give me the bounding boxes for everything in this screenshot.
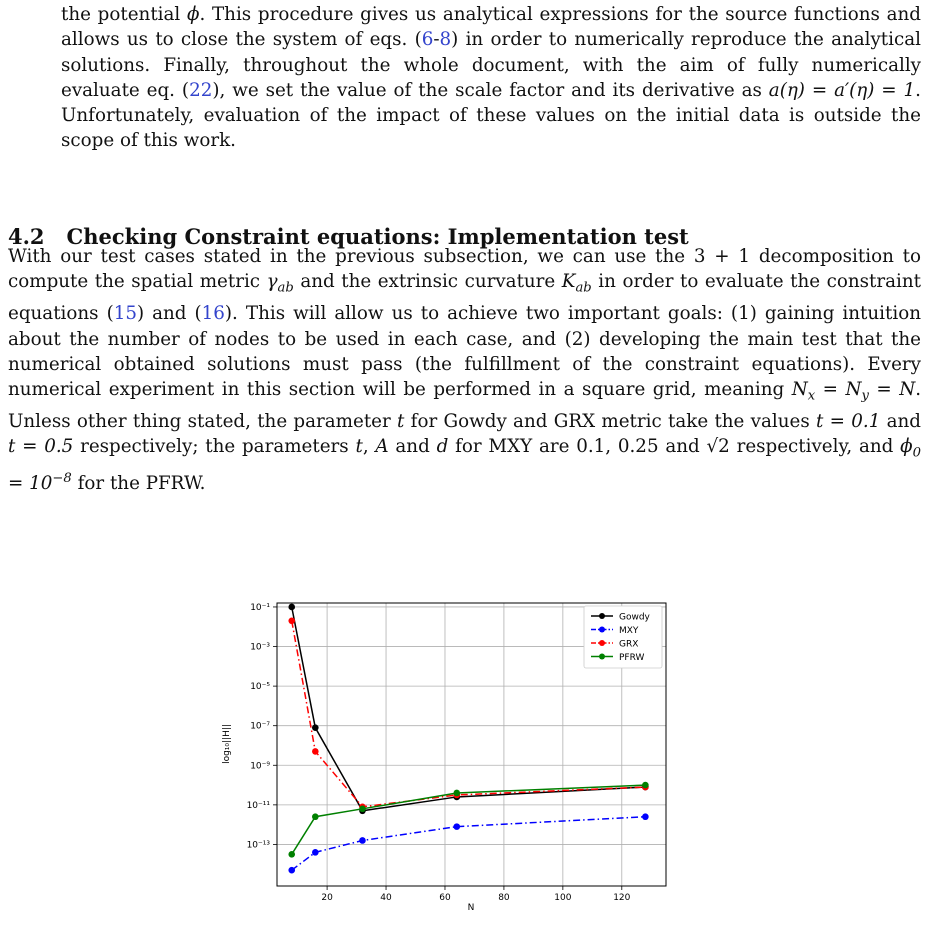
text-run: ) in order to numerically reproduce the analytical solutions. Finally, throughout the whole document, with the aim of fully numerically evaluate eq. (: [61, 29, 921, 101]
equation-ref-link[interactable]: 16: [201, 303, 225, 325]
x-axis-label: N: [467, 903, 475, 913]
section-title: Checking Constraint equations: Implementation test: [66, 224, 689, 249]
data-point-pfrw: [453, 790, 460, 797]
math-inline: A: [375, 436, 389, 458]
chart-legend: [584, 606, 662, 668]
math-inline: ϕ: [186, 4, 200, 25]
data-point-mxy: [642, 813, 649, 820]
legend-marker: [599, 613, 605, 619]
legend-marker: [599, 640, 605, 646]
y-tick-label: 10⁻⁵: [250, 682, 270, 693]
math-inline: $K_{ab}$: [561, 271, 592, 296]
y-tick-label: 10⁻¹: [250, 602, 270, 613]
y-tick-label: 10⁻⁷: [250, 721, 270, 732]
math-inline: a(η) = a′(η) = 1: [768, 79, 916, 101]
math-inline: t = 0.5: [8, 436, 74, 458]
text-run: and the extrinsic curvature: [293, 271, 562, 293]
text-run: . Unfortunately, evaluation of the impact of these values on the initial data is outside the scope of this work.: [61, 79, 921, 152]
x-tick-label: 100: [554, 893, 572, 903]
y-tick-label: 10⁻¹³: [246, 840, 270, 851]
data-point-mxy: [359, 837, 366, 844]
text-run: for MXY are 0.1, 0.25 and √2 respectively, and: [448, 436, 901, 458]
math-inline: t = 0.1: [816, 411, 881, 433]
legend-label: MXY: [619, 626, 639, 636]
data-point-mxy: [312, 849, 319, 856]
data-point-grx: [312, 748, 319, 755]
text-run: in order to evaluate the constraint equations (: [8, 271, 921, 325]
legend-label: GRX: [619, 639, 639, 650]
data-point-gowdy: [288, 604, 295, 611]
text-run: ), we set the value of the scale factor and its derivative as: [212, 79, 769, 101]
text-run: ) and (: [136, 303, 202, 325]
equation-ref-link[interactable]: 22: [189, 79, 213, 101]
text-run: ,: [362, 436, 376, 458]
x-tick-label: 40: [380, 893, 392, 903]
x-tick-label: 20: [321, 893, 333, 903]
top-paragraph: [61, 2, 921, 154]
legend-marker: [599, 627, 605, 633]
x-tick-label: 80: [498, 893, 510, 903]
data-point-mxy: [453, 823, 460, 830]
equation-ref-link[interactable]: 15: [113, 303, 137, 325]
y-axis-label: log₁₀||H||: [222, 724, 232, 764]
data-point-pfrw: [359, 806, 366, 813]
legend-marker: [599, 654, 605, 660]
text-run: and: [880, 411, 922, 433]
equation-ref-link[interactable]: 6: [421, 29, 434, 51]
text-run: ). This will allow us to achieve two important goals: (1) gaining intuition about the number of nodes to be used in each case, and (2) developing the main test that the numerical obtained solutions must pass (the fulfillment of the constraint equations). Every numerical experiment in this section will be performed in a square grid, meaning: [8, 303, 921, 401]
equation-ref-link[interactable]: 8: [439, 29, 452, 51]
text-run: for the PFRW.: [71, 473, 206, 495]
y-tick-label: 10⁻¹¹: [246, 800, 270, 811]
data-point-mxy: [288, 867, 295, 874]
text-run: With our test cases stated in the previous subsection, we can use the 3 + 1 decomposition to compute the spatial metric: [8, 246, 921, 293]
math-inline: t: [397, 411, 405, 433]
x-tick-label: 60: [439, 893, 451, 903]
x-tick-label: 120: [613, 893, 631, 903]
text-run: the potential: [61, 4, 187, 25]
math-inline: t: [355, 436, 363, 458]
data-point-pfrw: [288, 851, 295, 858]
data-point-gowdy: [312, 724, 319, 731]
text-run: . Unless other thing stated, the parameter: [8, 379, 922, 433]
data-point-pfrw: [642, 782, 649, 789]
data-point-pfrw: [312, 813, 319, 820]
legend-label: Gowdy: [619, 612, 650, 623]
data-point-grx: [288, 618, 295, 625]
chart-svg: [215, 588, 675, 918]
y-tick-label: 10⁻³: [250, 642, 270, 653]
series-line-mxy: [292, 817, 646, 870]
text-run: for Gowdy and GRX metric take the values: [404, 411, 817, 433]
constraint-chart: [215, 588, 675, 918]
math-inline: d: [436, 436, 449, 458]
text-run: . This procedure gives us analytical expressions for the source functions and allows us to close the system of eqs. (: [61, 4, 921, 51]
y-tick-label: 10⁻⁹: [250, 761, 270, 772]
body-paragraph: [8, 244, 921, 497]
math-inline: $\phi_0 = 10^{-8}$: [8, 436, 921, 495]
text-run: respectively; the parameters: [73, 436, 356, 458]
math-inline: $N_x = N_y = N$: [791, 379, 916, 404]
text-run: and: [388, 436, 437, 458]
math-inline: $\gamma_{ab}$: [266, 271, 294, 296]
chart-ticks: [247, 603, 631, 903]
text-run: -: [433, 29, 440, 51]
section-number: 4.2: [8, 224, 45, 249]
legend-label: PFRW: [619, 653, 645, 663]
